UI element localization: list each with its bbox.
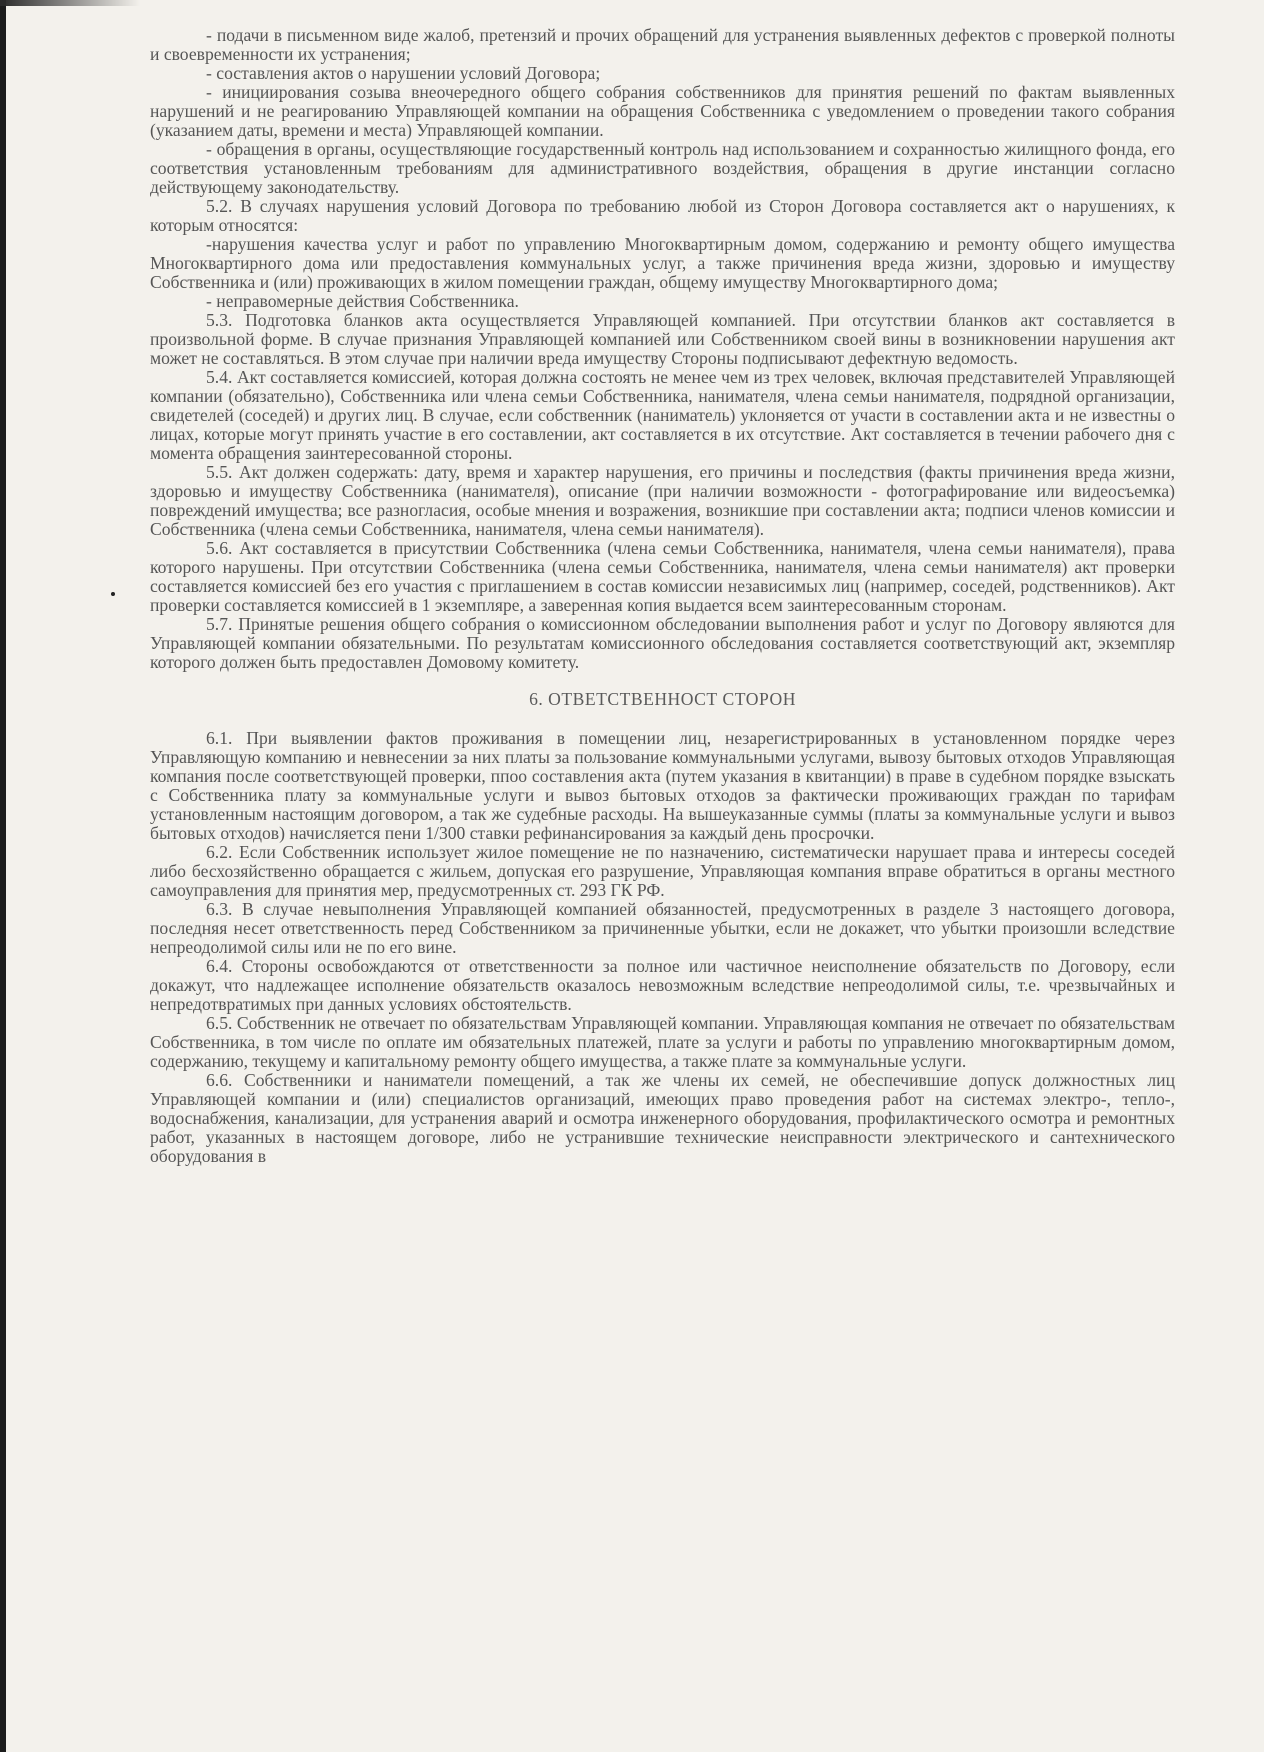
- paragraph-6-2: 6.2. Если Собственник использует жилое помещение не по назначению, систематически нарушает права и интересы соседей либо бесхозяйственно обращается с жильем, допуская его разрушение, Управляющая компания вправе обратиться в органы местного самоуправления для принятия мер, предусмотренных ст. 293 ГК РФ.: [150, 842, 1175, 900]
- scan-speck: [111, 592, 115, 596]
- paragraph-6-4: 6.4. Стороны освобождаются от ответственности за полное или частичное неисполнение обязательств по Договору, если докажут, что надлежащее исполнение обязательств оказалось невозможным вследствие непреодолимой силы, т.е. чрезвычайных и непредотвратимых при данных условиях обстоятельств.: [150, 956, 1175, 1014]
- paragraph-6-6: 6.6. Собственники и наниматели помещений, а так же члены их семей, не обеспечившие допуск должностных лиц Управляющей компании и (или) специалистов организаций, имеющих право проведения работ на системах электро-, тепло-, водоснабжения, канализации, для устранения аварий и осмотра инженерного оборудования, профилактического осмотра и ремонтных работ, указанных в настоящем договоре, либо не устранившие технические неисправности электрического и сантехнического оборудования в: [150, 1070, 1175, 1166]
- paragraph-5-1-authorities: - обращения в органы, осуществляющие государственный контроль над использованием и сохранностью жилищного фонда, его соответствия установленным требованиям для административного воздействия, обращения в другие инстанции согласно действующему законодательству.: [150, 139, 1175, 197]
- paragraph-6-3: 6.3. В случае невыполнения Управляющей компанией обязанностей, предусмотренных в разделе 3 настоящего договора, последняя несет ответственность перед Собственником за причиненные убытки, если не докажет, что убытки произошли вследствие непреодолимой силы или не по его вине.: [150, 899, 1175, 957]
- paragraph-5-2: 5.2. В случаях нарушения условий Договора по требованию любой из Сторон Договора составляется акт о нарушениях, к которым относятся:: [150, 196, 1175, 235]
- scan-border-top: [0, 0, 140, 6]
- paragraph-5-1-acts: - составления актов о нарушении условий Договора;: [206, 63, 601, 83]
- document-page: [150, 26, 1175, 1166]
- section-6-heading: 6. ОТВЕТСТВЕННОСТ СТОРОН: [529, 689, 796, 709]
- paragraph-5-1-complaints: - подачи в письменном виде жалоб, претензий и прочих обращений для устранения выявленных дефектов с проверкой полноты и своевременности их устранения;: [150, 25, 1175, 64]
- paragraph-5-5: 5.5. Акт должен содержать: дату, время и характер нарушения, его причины и последствия (факты причинения вреда жизни, здоровью и имуществу Собственника (нанимателя), описание (при наличии возможности - фотографирование или видеосъемка) повреждений имущества; все разногласия, особые мнения и возражения, возникшие при составлении акта; подписи членов комиссии и Собственника (члена семьи Собственника, нанимателя, члена семьи нанимателя).: [150, 462, 1175, 539]
- scan-border-left: [0, 0, 6, 1752]
- paragraph-6-5: 6.5. Собственник не отвечает по обязательствам Управляющей компании. Управляющая компания не отвечает по обязательствам Собственника, в том числе по оплате им обязательных платежей, плате за услуги и работы по управлению многоквартирным домом, содержанию, текущему и капитальному ремонту общего имущества, а также плате за коммунальные услуги.: [150, 1013, 1175, 1071]
- paragraph-5-6: 5.6. Акт составляется в присутствии Собственника (члена семьи Собственника, нанимателя, члена семьи нанимателя), права которого нарушены. При отсутствии Собственника (члена семьи Собственника, нанимателя, члена семьи нанимателя) акт проверки составляется комиссией без его участия с приглашением в состав комиссии независимых лиц (например, соседей, родственников). Акт проверки составляется комиссией в 1 экземпляре, а заверенная копия выдается всем заинтересованным сторонам.: [150, 538, 1175, 615]
- paragraph-5-2-actions: - неправомерные действия Собственника.: [206, 291, 519, 311]
- paragraph-5-2-quality: -нарушения качества услуг и работ по управлению Многоквартирным домом, содержанию и ремонту общего имущества Многоквартирного дома или предоставления коммунальных услуг, а также причинения вреда жизни, здоровью и имуществу Собственника и (или) проживающих в жилом помещении граждан, общему имуществу Многоквартирного дома;: [150, 234, 1175, 292]
- paragraph-5-4: 5.4. Акт составляется комиссией, которая должна состоять не менее чем из трех человек, включая представителей Управляющей компании (обязательно), Собственника или члена семьи Собственника, нанимателя, члена семьи нанимателя, подрядной организации, свидетелей (соседей) и других лиц. В случае, если собственник (наниматель) уклоняется от участи в составлении акта и не известны о лицах, которые могут принять участие в его составлении, акт составляется в их отсутствие. Акт составляется в течении рабочего дня с момента обращения заинтересованной стороны.: [150, 367, 1175, 463]
- paragraph-5-3: 5.3. Подготовка бланков акта осуществляется Управляющей компанией. При отсутствии бланков акт составляется в произвольной форме. В случае признания Управляющей компанией или Собственником своей вины в возникновении нарушения акт может не составляться. В этом случае при наличии вреда имуществу Стороны подписывают дефектную ведомость.: [150, 310, 1175, 368]
- paragraph-5-7: 5.7. Принятые решения общего собрания о комиссионном обследовании выполнения работ и услуг по Договору являются для Управляющей компании обязательными. По результатам комиссионного обследования составляется соответствующий акт, экземпляр которого должен быть предоставлен Домовому комитету.: [150, 614, 1175, 672]
- paragraph-5-1-meeting: - инициирования созыва внеочередного общего собрания собственников для принятия решений по фактам выявленных нарушений и не реагированию Управляющей компании на обращения Собственника с уведомлением о проведении такого собрания (указанием даты, времени и места) Управляющей компании.: [150, 82, 1175, 140]
- paragraph-6-1: 6.1. При выявлении фактов проживания в помещении лиц, незарегистрированных в установленном порядке через Управляющую компанию и невнесении за них платы за пользование коммунальными услугами, вывозу бытовых отходов Управляющая компания после соответствующей проверки, ппоо составления акта (путем указания в квитанции) в праве в судебном порядке взыскать с Собственника плату за коммунальные услуги и вывоз бытовых отходов за фактически проживающих граждан по тарифам установленным настоящим договором, а так же судебные расходы. На вышеуказанные суммы (платы за коммунальные услуги и вывоз бытовых отходов) начисляется пени 1/300 ставки рефинансирования за каждый день просрочки.: [150, 728, 1175, 843]
